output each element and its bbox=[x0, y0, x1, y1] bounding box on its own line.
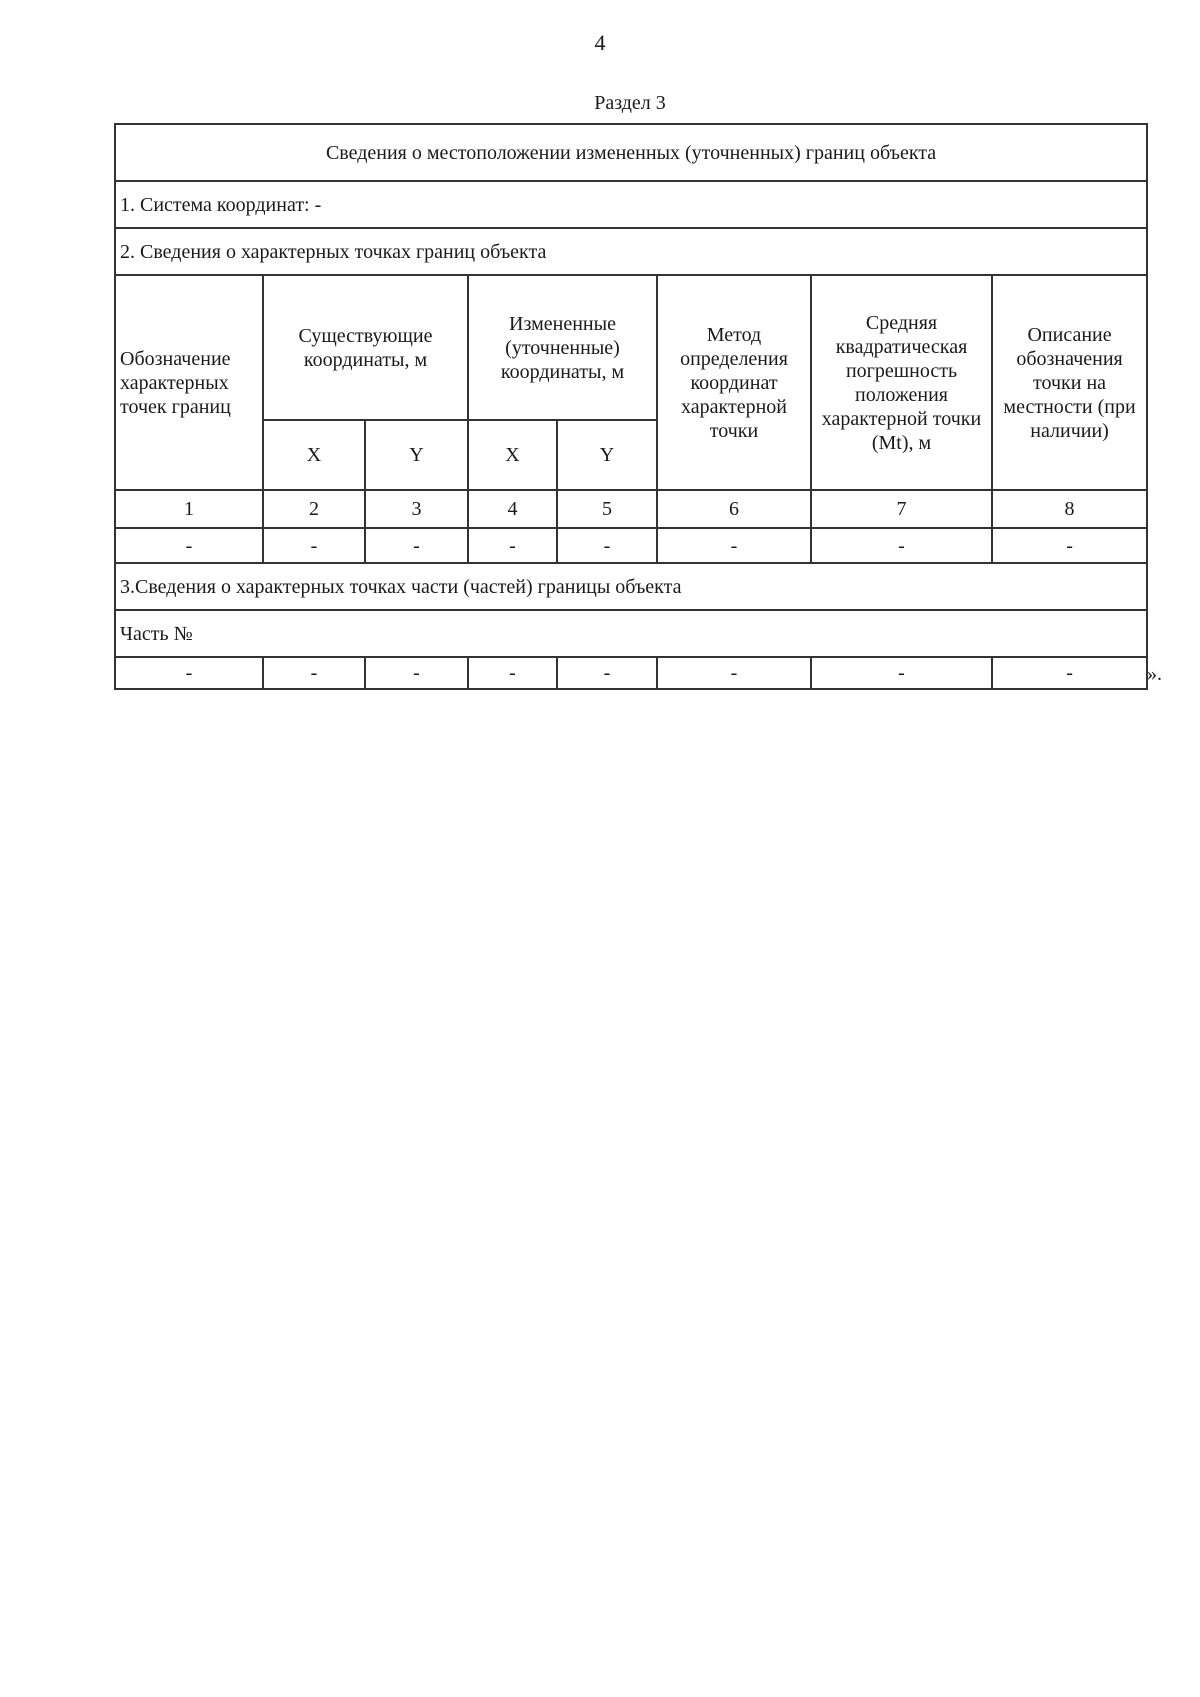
points-heading: 2. Сведения о характерных точках границ объекта bbox=[115, 228, 1147, 275]
column-number: 5 bbox=[557, 490, 657, 528]
parts-heading: 3.Сведения о характерных точках части (частей) границы объекта bbox=[115, 563, 1147, 610]
column-numbers-row bbox=[115, 490, 1147, 528]
header-error: Средняя квадратическая погрешность положения характерной точки (Mt), м bbox=[811, 275, 992, 490]
table-cell: - bbox=[115, 528, 263, 563]
column-number: 8 bbox=[992, 490, 1147, 528]
table-cell: - bbox=[992, 657, 1147, 689]
table-cell: - bbox=[263, 528, 365, 563]
table-cell: - bbox=[811, 528, 992, 563]
column-number: 1 bbox=[115, 490, 263, 528]
table-cell: - bbox=[657, 657, 811, 689]
table-cell: - bbox=[557, 657, 657, 689]
header-changed-coordinates: Измененные (уточненные) координаты, м bbox=[468, 275, 657, 420]
column-number: 6 bbox=[657, 490, 811, 528]
table-title: Сведения о местоположении измененных (уточненных) границ объекта bbox=[115, 124, 1147, 181]
table-cell: - bbox=[115, 657, 263, 689]
table-row bbox=[115, 528, 1147, 563]
table-cell: - bbox=[992, 528, 1147, 563]
table-cell: - bbox=[557, 528, 657, 563]
column-number: 3 bbox=[365, 490, 468, 528]
table-cell: - bbox=[468, 657, 557, 689]
column-number: 4 bbox=[468, 490, 557, 528]
header-changed-y: Y bbox=[557, 420, 657, 490]
column-number: 2 bbox=[263, 490, 365, 528]
part-label: Часть № bbox=[115, 610, 1147, 657]
header-point-designation: Обозначение характерных точек границ bbox=[115, 275, 263, 490]
header-description: Описание обозначения точки на местности (при наличии) bbox=[992, 275, 1147, 490]
header-existing-coordinates: Существующие координаты, м bbox=[263, 275, 468, 420]
header-existing-y: Y bbox=[365, 420, 468, 490]
column-number: 7 bbox=[811, 490, 992, 528]
header-existing-x: X bbox=[263, 420, 365, 490]
header-method: Метод определения координат характерной точки bbox=[657, 275, 811, 490]
table-cell: - bbox=[263, 657, 365, 689]
page-number: 4 bbox=[594, 30, 606, 55]
table-cell: - bbox=[365, 657, 468, 689]
header-changed-x: X bbox=[468, 420, 557, 490]
table-cell: - bbox=[365, 528, 468, 563]
closing-quote: ». bbox=[1147, 663, 1162, 685]
section-title: Раздел 3 bbox=[594, 92, 666, 114]
coordinate-system: 1. Система координат: - bbox=[115, 181, 1147, 228]
table-cell: - bbox=[468, 528, 557, 563]
table-row bbox=[115, 657, 1147, 689]
table-cell: - bbox=[657, 528, 811, 563]
table-cell: - bbox=[811, 657, 992, 689]
boundary-table bbox=[114, 123, 1148, 690]
